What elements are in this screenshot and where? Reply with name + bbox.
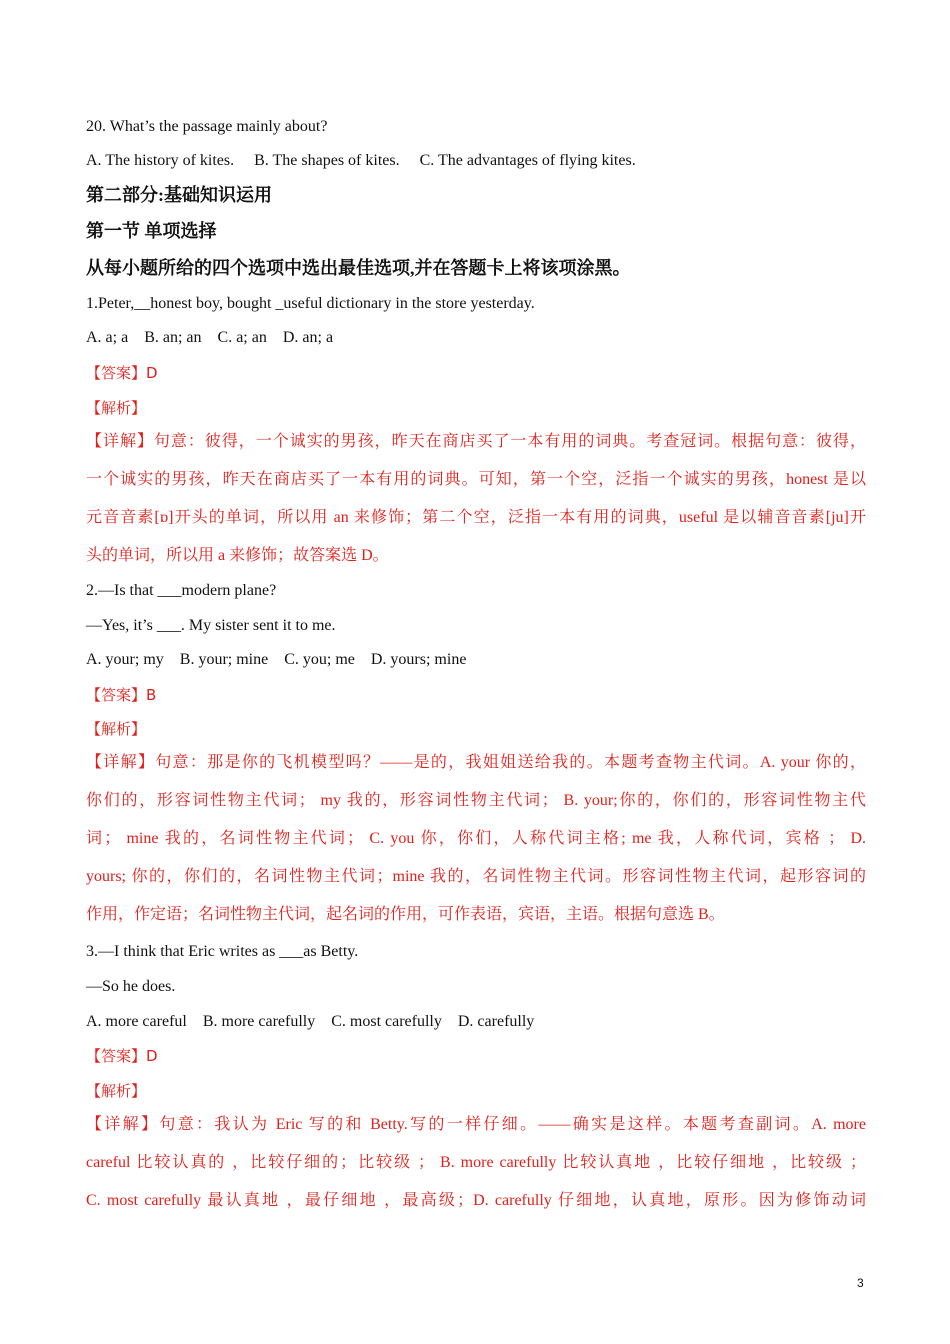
question-1-analysis-heading: 【解析】 [86, 399, 147, 417]
question-2-detail-line: 词； mine 我的，名词性物主代词； C. you 你，你们，人称代词主格; me 我，人称代词，宾格 ； D. [86, 830, 866, 847]
question-3-detail-line: C. most carefully 最认真地 ，最仔细地 ，最高级；D. carefully 仔细地，认真地，原形。因为修饰动词 [86, 1192, 866, 1209]
instructions: 从每小题所给的四个选项中选出最佳选项,并在答题卡上将该项涂黑。 [86, 258, 631, 278]
question-2-options: A. your; my B. your; mine C. you; me D. yours; mine [86, 651, 467, 668]
question-2-detail-line: 【详解】句意：那是你的飞机模型吗？——是的，我姐姐送给我的。本题考查物主代词。A. your 你的， [86, 754, 866, 771]
section-title: 第一节 单项选择 [86, 221, 217, 241]
question-1-detail-line: 【详解】句意：彼得，一个诚实的男孩，昨天在商店买了一本有用的词典。考查冠词。根据句意：彼得， [86, 433, 866, 450]
question-2-detail-line: 你们的，形容词性物主代词； my 我的，形容词性物主代词； B. your;你的，你们的，形容词性物主代 [86, 792, 866, 809]
question-2-analysis-heading: 【解析】 [86, 720, 147, 738]
question-2-answer: 【答案】B [86, 686, 157, 704]
question-2-stem: —Yes, it’s ___. My sister sent it to me. [86, 617, 336, 634]
question-3-stem: —So he does. [86, 978, 176, 995]
question-1-stem: 1.Peter,__honest boy, bought _useful dictionary in the store yesterday. [86, 295, 535, 312]
question-3-analysis-heading: 【解析】 [86, 1082, 147, 1100]
question-1-answer: 【答案】D [86, 364, 158, 382]
q20-question: 20. What’s the passage mainly about? [86, 118, 328, 135]
question-3-answer: 【答案】D [86, 1047, 158, 1065]
question-1-detail-line: 元音音素[ɒ]开头的单词，所以用 an 来修饰；第二个空，泛指一本有用的词典，useful 是以辅音音素[ju]开 [86, 509, 866, 526]
question-2-detail-line: yours; 你的，你们的，名词性物主代词；mine 我的，名词性物主代词。形容词性物主代词，起形容词的 [86, 868, 866, 885]
question-3-stem: 3.—I think that Eric writes as ___as Betty. [86, 943, 359, 960]
question-3-detail-line: careful 比较认真的 ，比较仔细的；比较级 ； B. more carefully 比较认真地 ，比较仔细地 ，比较级 ； [86, 1154, 866, 1171]
question-2-detail-line: 作用，作定语；名词性物主代词，起名词的作用，可作表语，宾语，主语。根据句意选 B。 [86, 906, 725, 923]
question-1-detail-line: 头的单词，所以用 a 来修饰；故答案选 D。 [86, 547, 389, 564]
question-1-options: A. a; a B. an; an C. a; an D. an; a [86, 329, 334, 346]
question-1-detail-line: 一个诚实的男孩，昨天在商店买了一本有用的词典。可知，第一个空，泛指一个诚实的男孩，honest 是以 [86, 471, 866, 488]
page-number: 3 [857, 1276, 864, 1290]
part-title: 第二部分:基础知识运用 [86, 185, 272, 205]
question-3-detail-line: 【详解】句意：我认为 Eric 写的和 Betty.写的一样仔细。——确实是这样。本题考查副词。A. more [86, 1116, 866, 1133]
question-3-options: A. more careful B. more carefully C. most carefully D. carefully [86, 1013, 535, 1030]
q20-options: A. The history of kites. B. The shapes of kites. C. The advantages of flying kites. [86, 152, 636, 169]
question-2-stem: 2.—Is that ___modern plane? [86, 582, 277, 599]
